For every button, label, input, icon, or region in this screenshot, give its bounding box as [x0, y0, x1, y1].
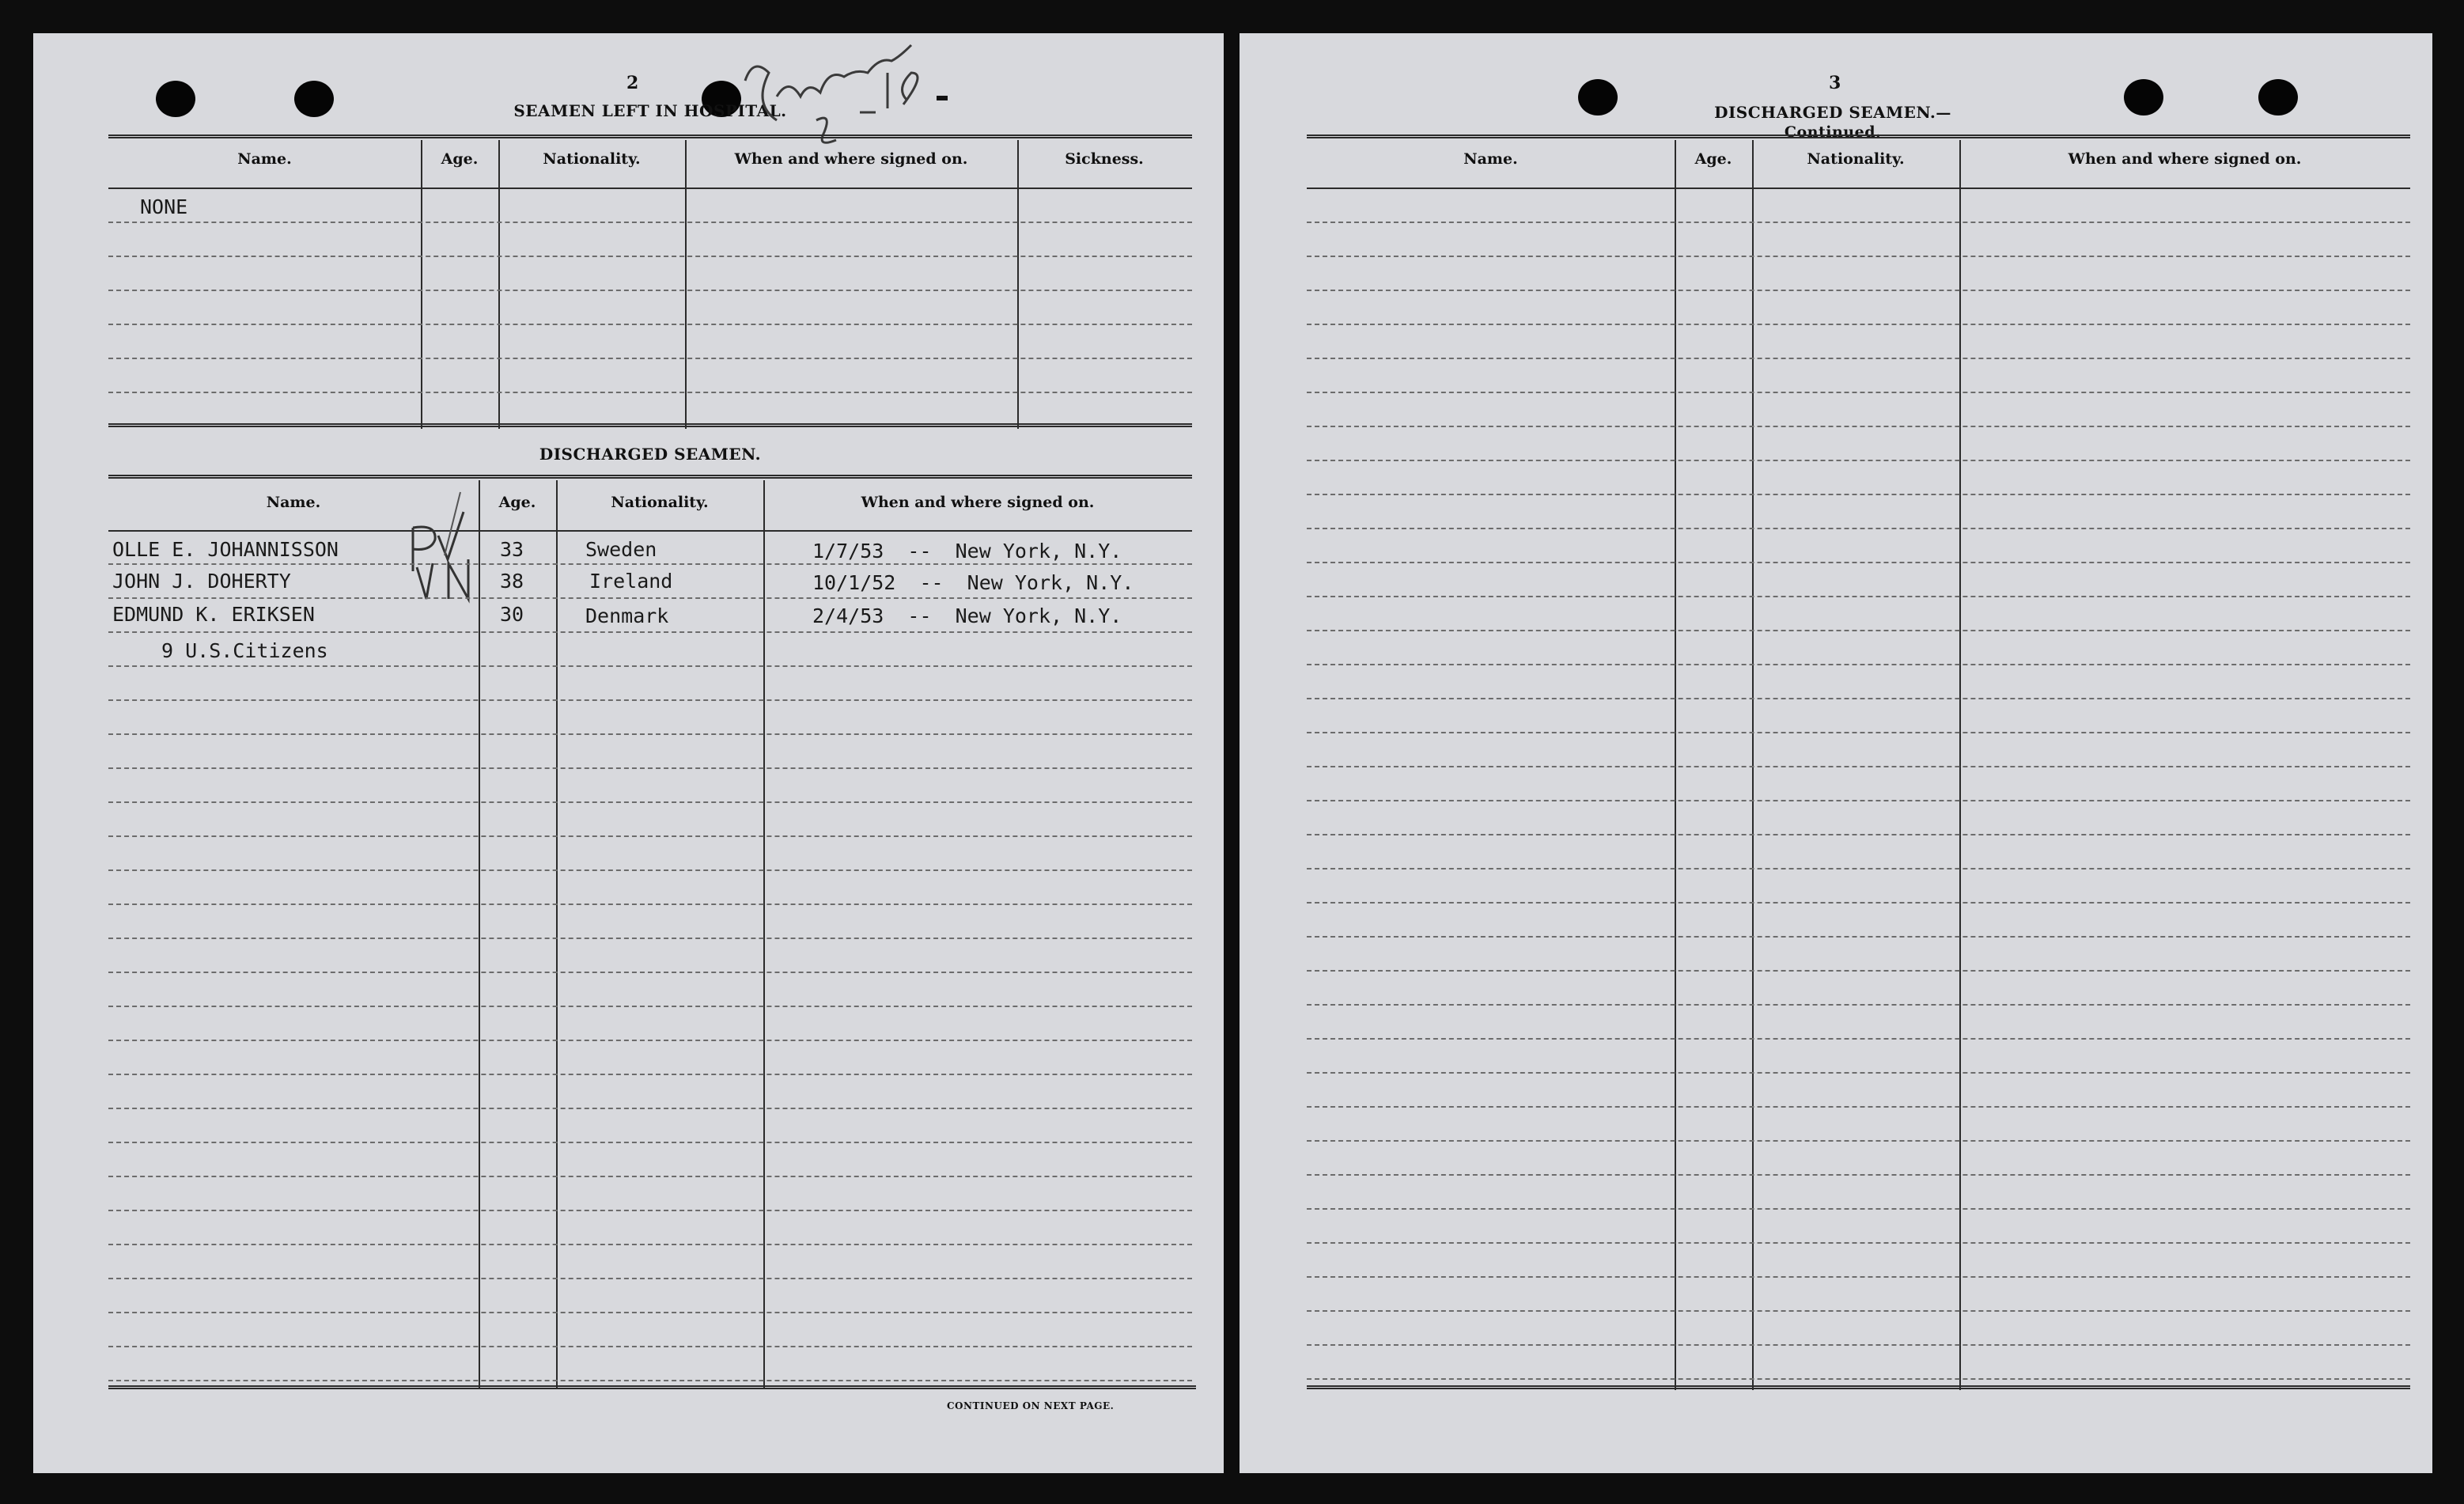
seaman-nationality: Sweden [585, 538, 657, 561]
column-header-nationality: Nationality. [1807, 150, 1905, 168]
ruled-line [108, 1312, 1192, 1313]
column-header-name: Name. [1463, 150, 1518, 168]
ruled-line [108, 869, 1192, 871]
ruled-line [108, 767, 1192, 769]
column-divider [498, 140, 500, 429]
seaman-nationality: Ireland [589, 570, 673, 593]
ruled-line [1307, 426, 2410, 427]
ruled-line [108, 665, 1192, 667]
ruled-line [1307, 222, 2410, 223]
ruled-line [108, 563, 1192, 565]
ruled-line [108, 904, 1192, 905]
seaman-name: OLLE E. JOHANNISSON [112, 538, 339, 561]
ruled-line [108, 835, 1192, 837]
binder-hole [2258, 79, 2298, 116]
ruled-line [1307, 358, 2410, 359]
ruled-line [108, 699, 1192, 701]
page-number: 3 [1829, 73, 1841, 93]
discharged-table-top-rule [108, 475, 1192, 479]
column-header-name: Name. [266, 494, 321, 511]
ruled-line [108, 324, 1192, 325]
title-suffix: —Continued. [1784, 104, 1951, 141]
ruled-line [1307, 834, 2410, 835]
column-header-when-where: When and where signed on. [734, 150, 968, 168]
ruled-line [1307, 256, 2410, 257]
ruled-line [108, 290, 1192, 291]
column-header-when-where: When and where signed on. [2068, 150, 2302, 168]
binder-hole [294, 81, 334, 117]
ruled-line [108, 1040, 1192, 1041]
ruled-line [108, 972, 1192, 973]
left-page [33, 33, 1224, 1473]
ruled-line [1307, 324, 2410, 325]
column-header-name: Name. [237, 150, 292, 168]
ruled-line [1307, 1140, 2410, 1142]
seaman-age: 33 [500, 538, 524, 561]
page-number: 2 [626, 73, 639, 93]
seaman-age: 30 [500, 603, 524, 626]
ruled-line [1307, 1276, 2410, 1278]
seaman-signed-on: 1/7/53 -- New York, N.Y. [812, 540, 1122, 563]
ruled-line [1307, 1004, 2410, 1006]
binder-hole [2124, 79, 2163, 116]
hospital-entry: NONE [140, 195, 188, 218]
binder-hole [1578, 79, 1618, 116]
hospital-section-title: SEAMEN LEFT IN HOSPITAL. [513, 101, 787, 120]
ruled-line [108, 1006, 1192, 1007]
ruled-line [1307, 494, 2410, 495]
column-header-age: Age. [441, 150, 479, 168]
right-table-top-rule [1307, 134, 2410, 138]
ruled-line [108, 256, 1192, 257]
discharged-section-title: DISCHARGED SEAMEN. [539, 445, 762, 464]
right-table-bottom-rule [1307, 1385, 2410, 1389]
ruled-line [108, 597, 1192, 599]
ruled-line [108, 938, 1192, 939]
column-divider [1752, 140, 1754, 1390]
ruled-line [1307, 1174, 2410, 1176]
seaman-age: 38 [500, 570, 524, 593]
column-divider [685, 140, 687, 429]
hospital-table-bottom-rule [108, 423, 1192, 427]
ruled-line [1307, 698, 2410, 699]
ruled-line [108, 1108, 1192, 1109]
column-header-age: Age. [1694, 150, 1732, 168]
ruled-line [108, 358, 1192, 359]
column-divider [1017, 140, 1019, 429]
continued-note: CONTINUED ON NEXT PAGE. [947, 1400, 1115, 1411]
ruled-line [1307, 1038, 2410, 1040]
right-header-rule [1307, 188, 2410, 189]
ruled-line [1307, 1208, 2410, 1210]
seaman-name: EDMUND K. ERIKSEN [112, 603, 315, 626]
ruled-line [1307, 460, 2410, 461]
ruled-line [1307, 1378, 2410, 1380]
ruled-line [1307, 1344, 2410, 1346]
ruled-line [108, 392, 1192, 393]
ruled-line [108, 631, 1192, 633]
right-page [1240, 33, 2432, 1473]
ruled-line [1307, 596, 2410, 597]
ruled-line [1307, 902, 2410, 904]
binder-hole [156, 81, 195, 117]
discharged-header-rule [108, 530, 1192, 532]
ruled-line [1307, 800, 2410, 801]
ruled-line [1307, 1242, 2410, 1244]
column-header-nationality: Nationality. [543, 150, 641, 168]
hospital-table-top-rule [108, 134, 1192, 138]
ruled-line [1307, 664, 2410, 665]
citizens-note: 9 U.S.Citizens [161, 639, 328, 662]
ruled-line [1307, 562, 2410, 563]
hospital-header-rule [108, 188, 1192, 189]
discharged-table-bottom-rule [108, 1385, 1196, 1389]
ruled-line [108, 1210, 1192, 1211]
ruled-line [108, 1142, 1192, 1143]
ruled-line [108, 733, 1192, 735]
ruled-line [1307, 630, 2410, 631]
ruled-line [1307, 970, 2410, 972]
ruled-line [108, 1244, 1192, 1245]
column-header-when-where: When and where signed on. [861, 494, 1095, 511]
column-divider [763, 480, 765, 1388]
column-header-age: Age. [498, 494, 536, 511]
seaman-signed-on: 2/4/53 -- New York, N.Y. [812, 604, 1122, 627]
ruled-line [1307, 1310, 2410, 1312]
ruled-line [108, 1074, 1192, 1075]
ruled-line [108, 222, 1192, 223]
ruled-line [108, 1380, 1192, 1381]
title-main: DISCHARGED SEAMEN. [1714, 103, 1936, 122]
column-divider [421, 140, 422, 429]
column-divider [1959, 140, 1961, 1390]
column-divider [556, 480, 558, 1388]
column-header-sickness: Sickness. [1065, 150, 1144, 168]
ruled-line [1307, 936, 2410, 938]
ruled-line [1307, 868, 2410, 869]
ruled-line [1307, 528, 2410, 529]
column-header-nationality: Nationality. [611, 494, 709, 511]
ruled-line [1307, 732, 2410, 733]
ruled-line [108, 1346, 1192, 1347]
seaman-signed-on: 10/1/52 -- New York, N.Y. [812, 571, 1134, 594]
ruled-line [1307, 1072, 2410, 1074]
seaman-name: JOHN J. DOHERTY [112, 570, 291, 593]
ruled-line [1307, 1106, 2410, 1108]
seaman-nationality: Denmark [585, 604, 669, 627]
ruled-line [108, 1278, 1192, 1279]
ruled-line [108, 801, 1192, 803]
ruled-line [1307, 766, 2410, 767]
ruled-line [1307, 290, 2410, 291]
ruled-line [108, 1176, 1192, 1177]
column-divider [1675, 140, 1676, 1390]
ruled-line [1307, 392, 2410, 393]
